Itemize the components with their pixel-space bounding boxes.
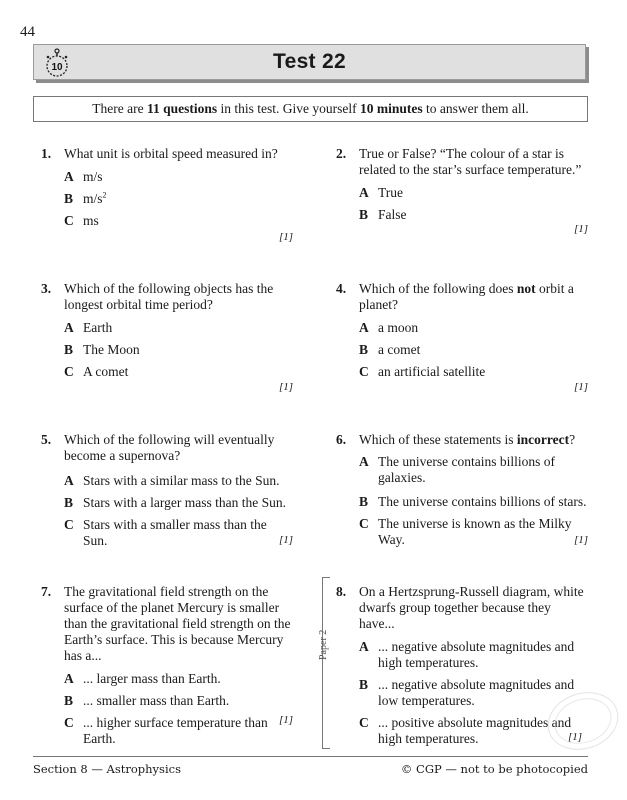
- option-text: ... negative absolute magnitudes and low temperatures.: [378, 677, 575, 708]
- option-text: a moon: [378, 320, 419, 335]
- svg-text:10: 10: [51, 62, 63, 73]
- option-letter: C: [359, 364, 369, 379]
- question-5: [41, 432, 293, 547]
- option-letter: A: [359, 639, 369, 654]
- footer-divider: [33, 756, 588, 757]
- option-a[interactable]: [64, 320, 293, 336]
- option-letter: A: [359, 320, 369, 335]
- option-text: ms: [83, 213, 99, 228]
- option-letter: B: [359, 207, 369, 222]
- instructions-text: There are: [92, 101, 147, 116]
- option-b[interactable]: [64, 693, 293, 709]
- option-a[interactable]: [359, 639, 588, 671]
- option-letter: C: [359, 715, 369, 730]
- marks-label: [1]: [573, 223, 588, 235]
- option-letter: C: [64, 715, 74, 730]
- marks-label: [1]: [278, 714, 293, 726]
- footer-copyright: © CGP — not to be photocopied: [400, 762, 588, 776]
- paper-bracket: [322, 577, 330, 749]
- question-number: 3.: [41, 281, 52, 296]
- option-text: Earth: [83, 320, 113, 335]
- option-text: Stars with a larger mass than the Sun.: [83, 495, 286, 510]
- option-text: True: [378, 185, 404, 200]
- option-letter: C: [64, 213, 74, 228]
- marks-label: [1]: [573, 534, 588, 546]
- question-text: The gravitational field strength on the surface of the planet Mercury is smaller than the gravitational field strength on the Earth’s surface. This is because Mercury has a...: [64, 584, 291, 663]
- question-number: 7.: [41, 584, 52, 599]
- question-2: [336, 146, 588, 246]
- question-text: [359, 432, 588, 448]
- option-letter: B: [64, 342, 74, 357]
- test-title-bar: [33, 44, 586, 80]
- option-text: [83, 191, 293, 207]
- question-text: [359, 281, 588, 313]
- question-number: 1.: [41, 146, 52, 161]
- option-b[interactable]: [359, 494, 588, 510]
- option-superscript: 2: [102, 190, 107, 200]
- question-text-part: orbit a planet?: [359, 281, 574, 312]
- option-letter: B: [64, 191, 74, 206]
- marks-label: [1]: [278, 381, 293, 393]
- option-letter: C: [64, 517, 74, 532]
- option-a[interactable]: [64, 473, 293, 489]
- page-number: 44: [20, 24, 35, 40]
- option-text: The universe is known as the Milky Way.: [378, 516, 572, 547]
- option-text: ... negative absolute magnitudes and high temperatures.: [378, 639, 575, 670]
- time-allowed: 10 minutes: [359, 101, 423, 116]
- option-letter: A: [64, 671, 74, 686]
- marks-label: [1]: [278, 231, 293, 243]
- option-c[interactable]: [64, 517, 293, 549]
- option-b[interactable]: [359, 342, 588, 358]
- option-text: ... larger mass than Earth.: [83, 671, 221, 686]
- option-c[interactable]: [64, 715, 293, 747]
- instructions-text: to answer them all.: [422, 101, 529, 116]
- question-emphasis: not: [516, 281, 536, 296]
- option-a[interactable]: [64, 671, 293, 687]
- option-letter: B: [359, 494, 369, 509]
- option-a[interactable]: [359, 320, 588, 336]
- option-letter: B: [359, 342, 369, 357]
- option-letter: C: [64, 364, 74, 379]
- question-text: On a Hertzsprung-Russell diagram, white dwarfs group together because they have...: [359, 584, 584, 631]
- option-text: False: [378, 207, 407, 222]
- option-text: The Moon: [83, 342, 140, 357]
- marks-label: [1]: [573, 381, 588, 393]
- option-letter: A: [64, 320, 74, 335]
- question-7: [41, 584, 293, 746]
- option-a[interactable]: [359, 185, 588, 201]
- option-text: A comet: [83, 364, 129, 379]
- option-text: a comet: [378, 342, 421, 357]
- question-number: 2.: [336, 146, 347, 161]
- question-emphasis: incorrect: [516, 432, 570, 447]
- question-6: [336, 432, 588, 547]
- option-letter: A: [359, 454, 369, 469]
- question-text-part: Which of these statements is: [359, 432, 517, 447]
- option-b[interactable]: [359, 207, 588, 223]
- option-b[interactable]: [64, 191, 293, 207]
- option-letter: A: [64, 473, 74, 488]
- option-a[interactable]: [64, 169, 293, 185]
- option-letter: B: [64, 693, 74, 708]
- question-number: 6.: [336, 432, 347, 447]
- instructions-box: [33, 96, 588, 122]
- option-b[interactable]: [64, 342, 293, 358]
- question-number: 8.: [336, 584, 347, 599]
- option-text: The universe contains billions of stars.: [378, 494, 587, 509]
- question-number: 5.: [41, 432, 52, 447]
- page-title: Test 22: [273, 50, 346, 73]
- option-text: ... positive absolute magnitudes and high temperatures.: [378, 715, 572, 746]
- option-text: an artificial satellite: [378, 364, 486, 379]
- question-text: Which of the following objects has the longest orbital time period?: [64, 281, 274, 312]
- question-text: What unit is orbital speed measured in?: [64, 146, 278, 161]
- option-a[interactable]: [359, 454, 588, 486]
- footer-section: Section 8 — Astrophysics: [33, 762, 181, 776]
- option-letter: A: [359, 185, 369, 200]
- option-letter: B: [64, 495, 74, 510]
- option-c[interactable]: [359, 516, 588, 548]
- question-1: [41, 146, 293, 246]
- question-text: Which of the following will eventually become a supernova?: [64, 432, 275, 463]
- option-text: m/s: [83, 169, 103, 184]
- marks-label: [1]: [567, 731, 582, 743]
- marks-label: [1]: [278, 534, 293, 546]
- question-count: 11 questions: [146, 101, 218, 116]
- option-text: ... higher surface temperature than Earth.: [83, 715, 268, 746]
- option-b[interactable]: [64, 495, 293, 511]
- paper-label: Paper 2: [318, 629, 329, 660]
- question-3: [41, 281, 293, 391]
- option-letter: B: [359, 677, 369, 692]
- question-number: 4.: [336, 281, 347, 296]
- option-b[interactable]: [359, 677, 588, 709]
- question-text: True or False? “The colour of a star is related to the star’s surface temperature.”: [359, 146, 582, 177]
- option-c[interactable]: [64, 213, 293, 229]
- question-text-part: Which of the following does: [359, 281, 517, 296]
- option-letter: A: [64, 169, 74, 184]
- option-c[interactable]: [359, 364, 588, 380]
- instructions-text: in this test. Give yourself: [217, 101, 360, 116]
- option-text: The universe contains billions of galaxies.: [378, 454, 555, 485]
- question-4: [336, 281, 588, 391]
- option-c[interactable]: [64, 364, 293, 380]
- question-text-part: ?: [569, 432, 576, 447]
- option-letter: C: [359, 516, 369, 531]
- option-text-base: m/s: [83, 191, 103, 206]
- option-text: ... smaller mass than Earth.: [83, 693, 230, 708]
- option-text: Stars with a smaller mass than the Sun.: [83, 517, 267, 548]
- option-text: Stars with a similar mass to the Sun.: [83, 473, 280, 488]
